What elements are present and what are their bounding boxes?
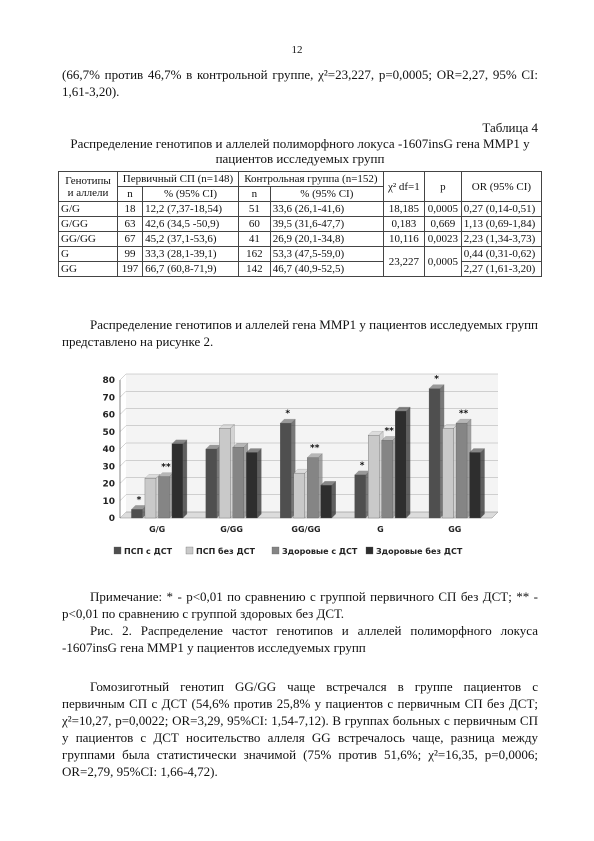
bar xyxy=(294,473,305,518)
cell-p1: 42,6 (34,5 -50,9) xyxy=(143,217,239,232)
figure-note: Примечание: * - p<0,01 по сравнению с группой первичного СП без ДСТ; ** - p<0,01 по сравнению с группой здоровых без ДСТ. xyxy=(62,589,538,621)
figure-chart xyxy=(88,372,512,572)
table-row xyxy=(59,217,542,232)
y-tick-label: 50 xyxy=(102,427,115,438)
bar xyxy=(158,477,169,518)
table-row xyxy=(59,262,542,277)
chart-intro-paragraph: Распределение генотипов и аллелей гена MMP1 у пациентов исследуемых групп представлено на рисунке 2. xyxy=(62,317,539,349)
cell-genotype: G/G xyxy=(59,202,118,217)
bar xyxy=(443,428,454,518)
cell-p: 0,0005 xyxy=(424,202,461,217)
table-row xyxy=(59,247,542,262)
gridline-depth xyxy=(120,443,126,449)
cell-p1: 45,2 (37,1-53,6) xyxy=(143,232,239,247)
gridline-depth xyxy=(120,409,126,415)
table-row xyxy=(59,232,542,247)
gridline-depth xyxy=(120,426,126,432)
cell-chi: 0,183 xyxy=(383,217,424,232)
bar xyxy=(355,475,366,518)
cell-or: 2,23 (1,34-3,73) xyxy=(461,232,541,247)
bar xyxy=(145,478,156,518)
cell-n1: 99 xyxy=(118,247,143,262)
cell-n1: 67 xyxy=(118,232,143,247)
cell-n2: 60 xyxy=(238,217,270,232)
gridline-depth xyxy=(120,460,126,466)
conclusion-paragraph: Гомозиготный генотип GG/GG чаще встречался в группе пациентов с первичным СП с ДСТ (54,6% против 25,8% у пациентов с первичным СП без ДСТ; χ²=10,27, p=0,0022; OR=3,29, 95%CI: 1,54-7,12). В группах больных с первичным СП у пациентов с ДСТ носительство аллеля GG встречалось чаще, разница между группами была статистически значимой (75% против 51,6%; χ²=16,35, p=0,0006; OR=2,79, 95%CI: 1,66-4,72). xyxy=(62,679,538,779)
y-tick-label: 20 xyxy=(102,479,115,490)
cell-n2: 51 xyxy=(238,202,270,217)
legend-swatch xyxy=(114,547,121,554)
cell-or: 0,44 (0,31-0,62) xyxy=(461,247,541,262)
gridline-depth xyxy=(120,391,126,397)
table-row xyxy=(59,202,542,217)
y-tick-label: 70 xyxy=(102,393,115,404)
bar xyxy=(219,428,230,518)
subheader-n: n xyxy=(118,187,143,202)
cell-p2: 39,5 (31,6-47,7) xyxy=(270,217,383,232)
y-tick-label: 60 xyxy=(102,410,115,421)
bar-chart xyxy=(88,372,512,572)
gridline-depth xyxy=(120,495,126,501)
x-category-label: G xyxy=(377,525,384,534)
cell-or: 1,13 (0,69-1,84) xyxy=(461,217,541,232)
bar-side xyxy=(183,440,187,518)
subheader-n: n xyxy=(238,187,270,202)
cell-p2: 46,7 (40,9-52,5) xyxy=(270,262,383,277)
significance-mark: ** xyxy=(310,443,320,454)
cell-n1: 18 xyxy=(118,202,143,217)
cell-or: 0,27 (0,14-0,51) xyxy=(461,202,541,217)
cell-chi: 10,116 xyxy=(383,232,424,247)
bar xyxy=(307,458,318,518)
header-chi: χ² df=1 xyxy=(383,172,424,202)
cell-allele-p: 0,0005 xyxy=(424,247,461,277)
header-genotypes: Генотипы и аллели xyxy=(59,172,118,202)
cell-n2: 142 xyxy=(238,262,270,277)
bar xyxy=(456,423,467,518)
cell-genotype: GG xyxy=(59,262,118,277)
legend-swatch xyxy=(366,547,373,554)
x-category-label: GG/GG xyxy=(291,525,321,534)
cell-p2: 33,6 (26,1-41,6) xyxy=(270,202,383,217)
y-tick-label: 30 xyxy=(102,462,115,473)
bar xyxy=(233,447,244,518)
header-or: OR (95% CI) xyxy=(461,172,541,202)
significance-mark: ** xyxy=(384,426,394,437)
cell-p1: 12,2 (7,37-18,54) xyxy=(143,202,239,217)
bar xyxy=(206,449,217,518)
genotype-table xyxy=(58,171,542,277)
cell-n1: 197 xyxy=(118,262,143,277)
bar xyxy=(395,411,406,518)
cell-genotype: G xyxy=(59,247,118,262)
subheader-pct: % (95% CI) xyxy=(270,187,383,202)
legend-label: ПСП без ДСТ xyxy=(196,547,255,556)
cell-p2: 26,9 (20,1-34,8) xyxy=(270,232,383,247)
y-tick-label: 0 xyxy=(108,514,115,524)
cell-chi: 18,185 xyxy=(383,202,424,217)
x-category-label: GG xyxy=(448,525,462,534)
legend-label: Здоровые с ДСТ xyxy=(282,547,358,556)
bar xyxy=(470,452,481,518)
cell-p1: 66,7 (60,8-71,9) xyxy=(143,262,239,277)
cell-n1: 63 xyxy=(118,217,143,232)
bar-side xyxy=(257,448,261,518)
bar xyxy=(246,452,257,518)
header-control: Контрольная группа (n=152) xyxy=(238,172,383,187)
cell-or: 2,27 (1,61-3,20) xyxy=(461,262,541,277)
significance-mark: * xyxy=(434,374,439,385)
significance-mark: * xyxy=(359,460,365,471)
bar-side xyxy=(332,481,336,518)
bar xyxy=(280,423,291,518)
gridline-depth xyxy=(120,478,126,484)
bar xyxy=(172,444,183,518)
table-label: Таблица 4 xyxy=(482,120,538,135)
cell-allele-chi: 23,227 xyxy=(383,247,424,277)
cell-p: 0,669 xyxy=(424,217,461,232)
bar xyxy=(429,389,440,518)
header-p: p xyxy=(424,172,461,202)
legend-label: ПСП с ДСТ xyxy=(124,547,173,556)
bar-side xyxy=(481,448,485,518)
bar xyxy=(368,435,379,518)
significance-mark: * xyxy=(136,495,142,506)
bar xyxy=(321,485,332,518)
bar xyxy=(382,440,393,518)
table-header-row xyxy=(59,172,542,187)
y-tick-label: 40 xyxy=(102,445,115,455)
significance-mark: * xyxy=(285,409,291,420)
cell-n2: 41 xyxy=(238,232,270,247)
significance-mark: ** xyxy=(458,409,469,420)
header-primary: Первичный СП (n=148) xyxy=(118,172,239,187)
intro-paragraph: (66,7% против 46,7% в контрольной группе, χ²=23,227, p=0,0005; OR=2,27, 95% CI: 1,61-3,20). xyxy=(62,67,538,99)
cell-p1: 33,3 (28,1-39,1) xyxy=(143,247,239,262)
y-tick-label: 10 xyxy=(102,496,115,507)
significance-mark: ** xyxy=(161,462,171,473)
table-title: Распределение генотипов и аллелей полиморфного локуса -1607insG гена MMP1 у пациентов исследуемых групп xyxy=(70,136,530,166)
cell-p2: 53,3 (47,5-59,0) xyxy=(270,247,383,262)
figure-caption: Рис. 2. Распределение частот генотипов и аллелей полиморфного локуса -1607insG гена MMP1 у пациентов исследуемых групп xyxy=(62,623,538,655)
bar xyxy=(131,509,142,518)
bar-side xyxy=(406,407,410,518)
page-number: 12 xyxy=(291,44,303,56)
legend-label: Здоровые без ДСТ xyxy=(376,547,463,556)
x-category-label: G/G xyxy=(149,525,166,534)
gridline-depth xyxy=(120,374,126,380)
legend-swatch xyxy=(272,547,279,554)
cell-p: 0,0023 xyxy=(424,232,461,247)
cell-genotype: GG/GG xyxy=(59,232,118,247)
x-category-label: G/GG xyxy=(220,525,243,534)
legend-swatch xyxy=(186,547,193,554)
cell-genotype: G/GG xyxy=(59,217,118,232)
cell-n2: 162 xyxy=(238,247,270,262)
subheader-pct: % (95% CI) xyxy=(143,187,239,202)
y-tick-label: 80 xyxy=(102,376,115,386)
